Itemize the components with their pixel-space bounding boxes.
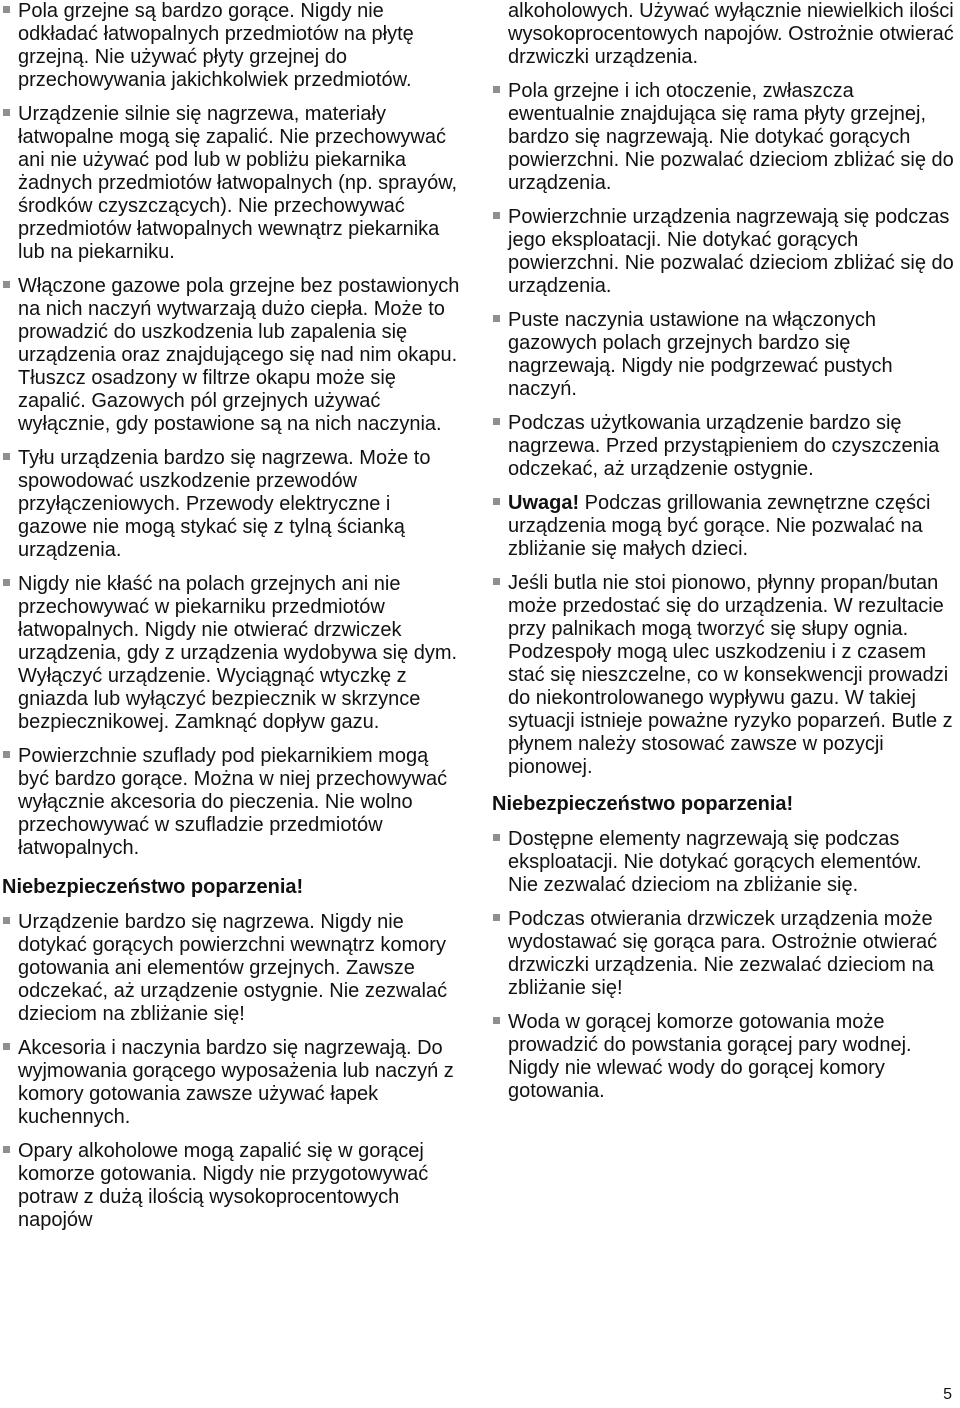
safety-item (2, 745, 460, 860)
safety-item (2, 447, 460, 562)
safety-item (492, 908, 954, 1000)
page-number: 5 (943, 1386, 952, 1403)
safety-item-text: Urządzenie silnie się nagrzewa, materiały łatwopalne mogą się zapalić. Nie przechowywać ani nie używać pod lub w pobliżu piekarnika żadnych przedmiotów łatwopalnych (np. sprayów, środków czyszczących). Nie przechowywać przedmiotów łatwopalnych wewnątrz piekarnika lub na piekarniku. (18, 103, 458, 263)
safety-item (2, 573, 460, 734)
safety-item (2, 1140, 460, 1232)
safety-item-text: Puste naczynia ustawione na włączonych gazowych polach grzejnych bardzo się nagrzewają. Nigdy nie podgrzewać pustych naczyń. (508, 309, 893, 400)
square-bullet-icon (3, 109, 10, 116)
square-bullet-icon (3, 579, 10, 586)
safety-item-text: Powierzchnie urządzenia nagrzewają się podczas jego eksploatacji. Nie dotykać gorących powierzchni. Nie pozwalać dzieciom zbliżać się do urządzenia. (508, 206, 954, 297)
safety-item (492, 412, 954, 481)
square-bullet-icon (493, 315, 500, 322)
safety-item-text: Nigdy nie kłaść na polach grzejnych ani nie przechowywać w piekarniku przedmiotów łatwopalnych. Nigdy nie otwierać drzwiczek urządzenia, gdy z urządzenia wydobywa się dym. Wyłączyć urządzenie. Wyciągnąć wtyczkę z gniazda lub wyłączyć bezpiecznik w skrzynce bezpiecznikowej. Zamknąć dopływ gazu. (18, 573, 458, 733)
safety-item-text: Podczas użytkowania urządzenie bardzo się nagrzewa. Przed przystąpieniem do czyszczenia odczekać, aż urządzenie ostygnie. (508, 412, 940, 480)
safety-item-text: Podczas grillowania zewnętrzne części urządzenia mogą być gorące. Nie pozwalać na zbliżanie się małych dzieci. (508, 492, 931, 560)
safety-item (492, 828, 954, 897)
square-bullet-icon (493, 914, 500, 921)
safety-item-text: Podczas otwierania drzwiczek urządzenia może wydostawać się gorąca para. Ostrożnie otwierać drzwiczki urządzenia. Nie zezwalać dzieciom na zbliżanie się! (508, 908, 938, 999)
square-bullet-icon (493, 418, 500, 425)
square-bullet-icon (3, 453, 10, 460)
square-bullet-icon (3, 751, 10, 758)
burn-hazard-heading: Niebezpieczeństwo poparzenia! (2, 876, 304, 898)
safety-item-text: Opary alkoholowe mogą zapalić się w gorącej komorze gotowania. Nigdy nie przygotowywać potraw z dużą ilością wysokoprocentowych napojów (18, 1140, 429, 1231)
square-bullet-icon (493, 578, 500, 585)
safety-item-text: Powierzchnie szuflady pod piekarnikiem mogą być bardzo gorące. Można w niej przechowywać wyłącznie akcesoria do pieczenia. Nie wolno przechowywać w szufladzie przedmiotów łatwopalnych. (18, 745, 448, 859)
safety-item (492, 80, 954, 195)
continued-item-text: alkoholowych. Używać wyłącznie niewielkich ilości wysokoprocentowych napojów. Ostrożnie otwierać drzwiczki urządzenia. (508, 0, 954, 68)
safety-item-text: Włączone gazowe pola grzejne bez postawionych na nich naczyń wytwarzają dużo ciepła. Może to prowadzić do uszkodzenia lub zapalenia się urządzenia oraz znajdującego się nad nim okapu. Tłuszcz osadzony w filtrze okapu może się zapalić. Gazowych pól grzejnych używać wyłącznie, gdy postawione są na nich naczynia. (18, 275, 460, 435)
warning-label: Uwaga! (508, 492, 580, 514)
safety-item (492, 309, 954, 401)
safety-item (492, 1011, 954, 1103)
safety-item (2, 911, 460, 1026)
safety-item-text: Tyłu urządzenia bardzo się nagrzewa. Może to spowodować uszkodzenie przewodów przyłączeniowych. Przewody elektryczne i gazowe nie mogą stykać się z tylną ścianką urządzenia. (18, 447, 431, 561)
safety-item-text: Dostępne elementy nagrzewają się podczas eksploatacji. Nie dotykać gorących elementów. Nie zezwalać dzieciom na zbliżanie się. (508, 828, 922, 896)
square-bullet-icon (493, 212, 500, 219)
square-bullet-icon (493, 498, 500, 505)
safety-item-text: Pola grzejne są bardzo gorące. Nigdy nie odkładać łatwopalnych przedmiotów na płytę grzejną. Nie używać płyty grzejnej do przechowywania jakichkolwiek przedmiotów. (18, 0, 414, 91)
square-bullet-icon (3, 1043, 10, 1050)
square-bullet-icon (3, 917, 10, 924)
square-bullet-icon (493, 86, 500, 93)
square-bullet-icon (3, 6, 10, 13)
safety-item (2, 275, 460, 436)
safety-item (2, 0, 460, 92)
square-bullet-icon (3, 281, 10, 288)
square-bullet-icon (493, 834, 500, 841)
square-bullet-icon (3, 1146, 10, 1153)
safety-item-text: Pola grzejne i ich otoczenie, zwłaszcza ewentualnie znajdująca się rama płyty grzejnej, bardzo się nagrzewają. Nie dotykać gorących powierzchni. Nie pozwalać dzieciom zbliżać się do urządzenia. (508, 80, 954, 194)
safety-item-text: Akcesoria i naczynia bardzo się nagrzewają. Do wyjmowania gorącego wyposażenia lub naczyń z komory gotowania zawsze używać łapek kuchennych. (18, 1037, 454, 1128)
safety-item (2, 1037, 460, 1129)
continued-item (492, 0, 954, 69)
safety-item-text: Woda w gorącej komorze gotowania może prowadzić do powstania gorącej pary wodnej. Nigdy nie wlewać wody do gorącej komory gotowania. (508, 1011, 912, 1102)
left-column (2, 0, 460, 1243)
right-column (492, 0, 954, 1114)
safety-item-text: Jeśli butla nie stoi pionowo, płynny propan/butan może przedostać się do urządzenia. W rezultacie przy palnikach mogą tworzyć się słupy ognia. Podzespoły mogą ulec uszkodzeniu i z czasem stać się nieszczelne, co w konsekwencji prowadzi do niekontrolowanego wypływu gazu. W takiej sytuacji istnieje poważne ryzyko poparzeń. Butle z płynem należy stosować zawsze w pozycji pionowej. (508, 572, 953, 778)
burn-hazard-heading: Niebezpieczeństwo poparzenia! (492, 793, 794, 815)
safety-item (492, 572, 954, 779)
safety-item (492, 492, 954, 561)
safety-item (2, 103, 460, 264)
square-bullet-icon (493, 1017, 500, 1024)
safety-item (492, 206, 954, 298)
safety-item-text: Urządzenie bardzo się nagrzewa. Nigdy nie dotykać gorących powierzchni wewnątrz komory gotowania ani elementów grzejnych. Zawsze odczekać, aż urządzenie ostygnie. Nie zezwalać dzieciom na zbliżanie się! (18, 911, 448, 1025)
